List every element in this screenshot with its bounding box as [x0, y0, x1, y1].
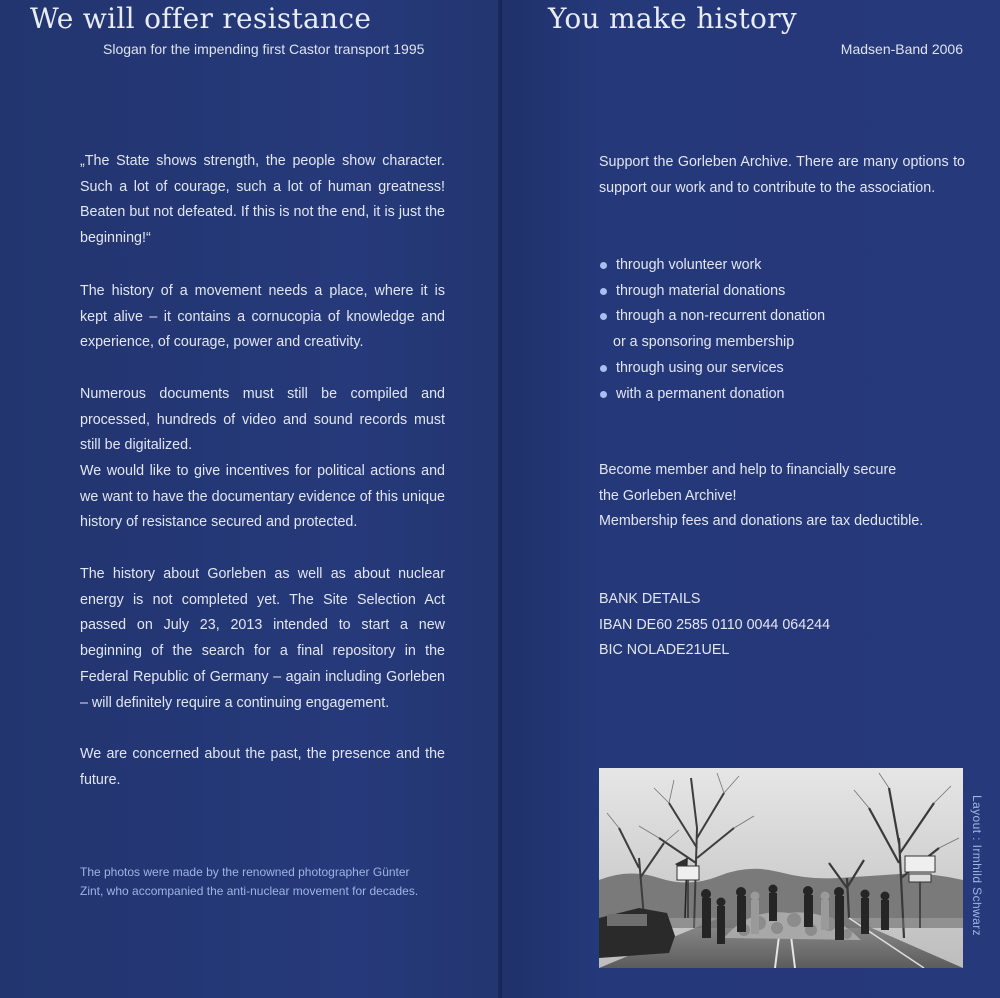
list-item: with a permanent donation: [599, 382, 959, 408]
incentives-paragraph: We would like to give incentives for political actions and we want to have the documentary evidence of this unique history of resistance secured and protected.: [80, 463, 445, 531]
membership-line-3: Membership fees and donations are tax deductible.: [599, 513, 924, 530]
list-item: through material donations: [599, 279, 959, 305]
right-title: You make history: [548, 2, 797, 35]
concern-paragraph: We are concerned about the past, the presence and the future.: [80, 746, 445, 788]
membership-line-2: the Gorleben Archive!: [599, 487, 737, 504]
photo-credit: The photos were made by the renowned photographer Günter Zint, who accompanied the anti-nuclear movement for decades.: [80, 865, 419, 898]
history-paragraph: The history about Gorleben as well as about nuclear energy is not completed yet. The Site Selection Act passed on July 23, 2013 intended to start a new beginning of the search for a final repository in the Federal Republic of Germany – again including Gorleben – will definitely require a continuing engagement.: [80, 566, 445, 711]
bank-iban: IBAN DE60 2585 0110 0044 064244: [599, 616, 831, 633]
bank-details: [599, 587, 969, 664]
bank-bic: BIC NOLADE21UEL: [599, 642, 730, 659]
list-item-continuation: or a sponsoring membership: [613, 334, 795, 351]
support-options-list: [599, 253, 959, 407]
list-item: through using our services: [599, 356, 959, 382]
list-item: through volunteer work: [599, 253, 959, 279]
documents-paragraph: Numerous documents must still be compiled and processed, hundreds of video and sound records must still be digitalized.: [80, 386, 445, 454]
left-subtitle: Slogan for the impending first Castor transport 1995: [103, 41, 425, 57]
place-paragraph: The history of a movement needs a place, where it is kept alive – it contains a cornucopia of knowledge and experience, of courage, power and creativity.: [80, 283, 445, 351]
bank-heading: BANK DETAILS: [599, 591, 701, 607]
right-subtitle: Madsen-Band 2006: [840, 41, 963, 57]
quote-paragraph: „The State shows strength, the people show character. Such a lot of courage, such a lot of human greatness! Beaten but not defeated. If this is not the end, it is just the beginning!“: [80, 153, 445, 247]
support-intro: Support the Gorleben Archive. There are many options to support our work and to contribute to the association.: [599, 154, 965, 196]
membership-line-1: Become member and help to financially secure: [599, 462, 897, 478]
blockade-photo: [599, 768, 963, 968]
layout-credit: Layout : Irmhild Schwarz: [970, 795, 984, 936]
left-title: We will offer resistance: [30, 2, 372, 35]
fold-line: [498, 0, 502, 998]
membership-block: [599, 458, 969, 535]
list-item: through a non-recurrent donation: [599, 304, 959, 330]
